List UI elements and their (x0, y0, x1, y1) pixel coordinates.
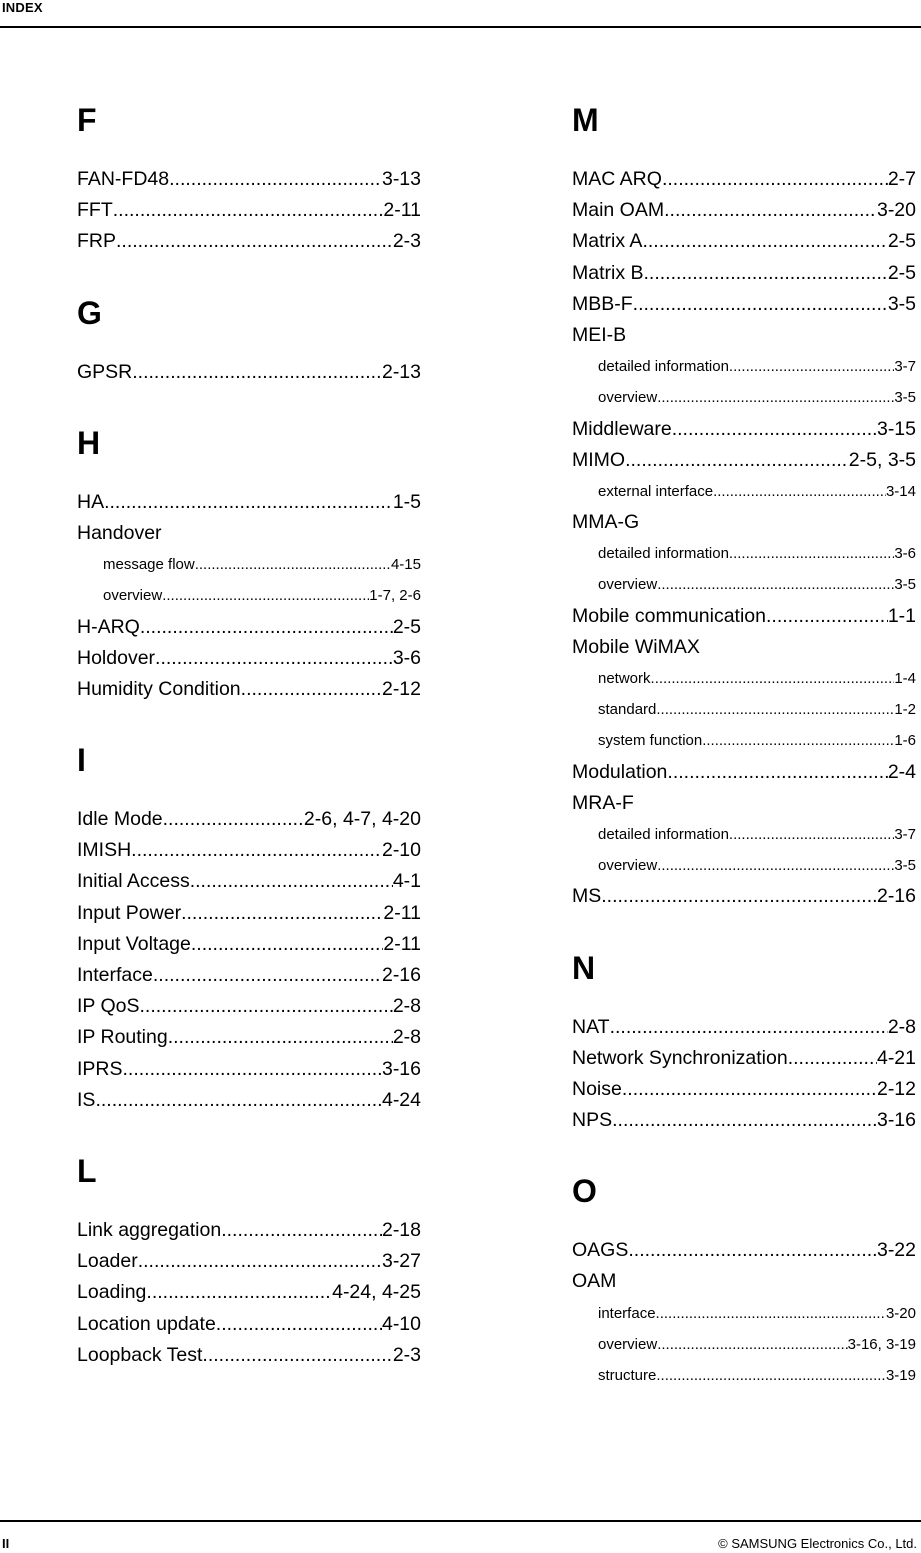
index-term: system function (598, 732, 703, 750)
index-entry (572, 1235, 916, 1266)
section-letter-heading: L (77, 1152, 97, 1189)
index-entry (77, 1215, 421, 1246)
index-page-ref: 2-10 (381, 839, 421, 862)
index-page-ref: 2-16 (381, 964, 421, 986)
index-section (572, 942, 916, 1137)
index-entry (77, 991, 421, 1022)
index-entry (77, 1085, 421, 1116)
index-entry (572, 226, 916, 257)
index-page-ref: 1-6 (894, 732, 916, 750)
index-subentry (572, 1298, 916, 1329)
dot-leader (191, 929, 384, 960)
index-term: HA (77, 490, 105, 513)
index-page-ref: 3-15 (876, 417, 916, 440)
index-subentry (572, 1360, 916, 1391)
index-term: GPSR (77, 360, 133, 383)
index-page-ref: 2-8 (392, 995, 421, 1018)
index-term: Mobile WiMAX (572, 635, 700, 658)
index-page-ref: 2-4 (887, 760, 916, 783)
dot-leader (656, 1298, 886, 1329)
index-subentry (572, 725, 916, 756)
index-term: message flow (103, 556, 195, 574)
index-page-ref: 2-5, 3-5 (848, 448, 916, 471)
index-term: IMISH (77, 839, 132, 862)
page-header (0, 0, 921, 28)
dot-leader (104, 487, 393, 518)
index-term: Main OAM (572, 199, 665, 222)
index-entry (77, 643, 421, 674)
section-letter-heading: O (572, 1173, 597, 1210)
index-page-ref: 3-22 (876, 1239, 916, 1262)
index-page-ref: 2-18 (381, 1218, 421, 1241)
index-entry (77, 195, 421, 226)
dot-leader (241, 674, 382, 705)
index-entry (77, 674, 421, 705)
index-entry (77, 898, 421, 929)
index-page-ref: 4-1 (392, 870, 421, 893)
index-term: NAT (572, 1015, 610, 1038)
index-page-ref: 3-20 (876, 199, 916, 222)
index-page-ref: 2-12 (381, 677, 421, 700)
dot-leader (123, 1054, 382, 1085)
index-term: IP QoS (77, 995, 140, 1018)
index-page-ref: 2-11 (383, 932, 421, 955)
dot-leader (766, 601, 888, 632)
index-term: overview (598, 576, 658, 594)
dot-leader (202, 1340, 392, 1371)
copyright-notice: © SAMSUNG Electronics Co., Ltd. (718, 1536, 917, 1551)
index-term: Location update (77, 1312, 216, 1335)
dot-leader (656, 1360, 886, 1391)
dot-leader (132, 357, 382, 388)
index-section (77, 734, 421, 1116)
dot-leader (662, 164, 888, 195)
index-column-left (77, 94, 421, 1371)
index-page-ref: 2-3 (392, 230, 421, 253)
index-page-ref: 2-5 (392, 615, 421, 638)
index-subentry (77, 580, 421, 611)
index-entry (572, 601, 916, 632)
index-page-ref: 3-5 (887, 292, 916, 315)
dot-leader (702, 725, 894, 756)
page-number: II (2, 1536, 10, 1551)
index-term: Handover (77, 521, 162, 544)
section-letter-heading: I (77, 742, 86, 779)
dot-leader (633, 289, 888, 320)
index-term: Mobile communication (572, 604, 767, 627)
index-entry (77, 612, 421, 643)
index-entry (77, 1246, 421, 1277)
index-page-ref: 3-5 (894, 389, 916, 407)
index-term: Link aggregation (77, 1218, 222, 1241)
index-term: Idle Mode (77, 808, 163, 831)
index-page-ref: 2-12 (876, 1077, 916, 1100)
section-letter-heading: F (77, 102, 97, 138)
index-entry (77, 226, 421, 257)
index-entry (572, 164, 916, 195)
index-term: detailed information (598, 825, 729, 843)
index-page-ref: 3-6 (392, 646, 421, 669)
dot-leader (140, 991, 393, 1022)
index-subentry (572, 819, 916, 850)
dot-leader (131, 835, 382, 866)
index-subentry (572, 351, 916, 382)
index-subentry (572, 1329, 916, 1360)
index-term: Noise (572, 1077, 622, 1100)
index-term: IP Routing (77, 1026, 168, 1049)
index-term: FRP (77, 230, 116, 253)
index-term: FAN-FD48 (77, 168, 170, 190)
index-page-ref: 3-7 (894, 825, 916, 843)
index-page-ref: 2-8 (887, 1015, 916, 1038)
index-term: Loader (77, 1250, 138, 1273)
index-column-right (572, 94, 916, 1391)
index-entry (77, 804, 421, 835)
index-term: MEI-B (572, 323, 627, 346)
dot-leader (113, 195, 384, 226)
index-page-ref: 1-7, 2-6 (369, 587, 421, 605)
dot-leader (146, 1277, 332, 1308)
dot-leader (622, 1074, 877, 1105)
dot-leader (628, 1235, 877, 1266)
dot-leader (221, 1215, 382, 1246)
index-term: MIMO (572, 448, 626, 471)
index-entry (77, 866, 421, 897)
section-letter-heading: N (572, 949, 596, 986)
index-term: Interface (77, 964, 153, 986)
index-entry (572, 195, 916, 226)
index-entry (572, 881, 916, 912)
dot-leader (162, 580, 369, 611)
dot-leader (729, 351, 894, 382)
index-page-ref: 2-8 (392, 1026, 421, 1049)
dot-leader (168, 1022, 393, 1053)
index-entry (572, 1012, 916, 1043)
dot-leader (169, 164, 382, 195)
index-subentry (572, 694, 916, 725)
index-entry (77, 357, 421, 388)
index-term: FFT (77, 199, 113, 222)
index-entry (572, 414, 916, 445)
dot-leader (788, 1043, 877, 1074)
section-letter-heading: G (77, 294, 102, 331)
dot-leader (664, 195, 877, 226)
index-page-ref: 2-6, 4-7, 4-20 (303, 808, 421, 831)
index-entry (572, 1074, 916, 1105)
index-entry (572, 445, 916, 476)
index-term: structure (598, 1367, 657, 1384)
index-page-ref: 1-1 (887, 604, 916, 627)
index-section (77, 417, 421, 705)
dot-leader (657, 1329, 847, 1360)
index-term: NPS (572, 1109, 613, 1132)
index-entry (77, 164, 421, 195)
dot-leader (657, 850, 894, 881)
dot-leader (190, 866, 393, 897)
index-page-ref: 3-5 (894, 857, 916, 875)
dot-leader (713, 476, 886, 507)
index-term: Middleware (572, 417, 672, 440)
index-term: Loading (77, 1281, 147, 1304)
index-entry (77, 929, 421, 960)
index-page-ref: 3-16 (876, 1109, 916, 1132)
index-entry (572, 632, 916, 663)
index-term: external interface (598, 482, 714, 500)
dot-leader (140, 612, 393, 643)
index-entry (77, 1340, 421, 1371)
index-page-ref: 3-7 (894, 358, 916, 376)
index-entry (572, 507, 916, 538)
index-term: Modulation (572, 760, 668, 783)
index-term: Matrix B (572, 261, 644, 284)
index-term: MMA-G (572, 511, 640, 534)
index-term: Network Synchronization (572, 1046, 788, 1069)
index-term: Loopback Test (77, 1343, 203, 1366)
index-section (572, 94, 916, 913)
index-section (77, 287, 421, 388)
index-term: overview (598, 857, 658, 875)
index-page-ref: 4-24 (381, 1088, 421, 1111)
index-subentry (572, 569, 916, 600)
dot-leader (667, 757, 887, 788)
index-page-ref: 3-19 (885, 1367, 916, 1384)
index-page-ref: 3-20 (885, 1304, 916, 1322)
index-page-ref: 2-5 (887, 261, 916, 284)
index-term: overview (598, 389, 658, 407)
dot-leader (651, 663, 895, 694)
index-term: Humidity Condition (77, 677, 241, 700)
index-term: IS (77, 1088, 96, 1111)
index-page-ref: 3-27 (381, 1250, 421, 1273)
index-section (77, 94, 421, 258)
dot-leader (729, 538, 894, 569)
page-footer (0, 1520, 921, 1553)
index-term: Initial Access (77, 870, 190, 893)
index-subentry (572, 382, 916, 413)
index-entry (77, 1277, 421, 1308)
dot-leader (138, 1246, 382, 1277)
index-entry (77, 518, 421, 549)
dot-leader (181, 898, 383, 929)
dot-leader (657, 382, 894, 413)
section-letter-heading: M (572, 102, 599, 138)
index-page-ref: 3-16 (381, 1057, 421, 1080)
dot-leader (163, 804, 304, 835)
index-term: MBB-F (572, 292, 633, 315)
index-entry (572, 258, 916, 289)
index-page-ref: 2-3 (392, 1343, 421, 1366)
dot-leader (216, 1309, 382, 1340)
index-entry (572, 289, 916, 320)
index-term: Matrix A (572, 230, 643, 253)
index-term: Input Voltage (77, 932, 191, 955)
index-subentry (77, 549, 421, 580)
index-term: interface (598, 1304, 656, 1322)
index-term: OAM (572, 1270, 617, 1293)
index-term: overview (598, 1335, 658, 1353)
index-entry (572, 757, 916, 788)
index-page-ref: 3-6 (894, 545, 916, 563)
dot-leader (195, 549, 391, 580)
index-page-ref: 2-5 (887, 230, 916, 253)
index-term: detailed information (598, 545, 729, 563)
index-term: IPRS (77, 1057, 123, 1080)
index-term: Holdover (77, 646, 156, 669)
index-page-ref: 3-14 (885, 482, 916, 500)
index-page-ref: 4-10 (381, 1312, 421, 1335)
index-term: OAGS (572, 1239, 629, 1262)
index-entry (77, 960, 421, 991)
index-page-ref: 3-16, 3-19 (847, 1335, 916, 1353)
index-entry (572, 1043, 916, 1074)
dot-leader (642, 226, 887, 257)
dot-leader (672, 414, 877, 445)
index-term: standard (598, 701, 657, 719)
index-page-ref: 3-13 (381, 168, 421, 190)
dot-leader (644, 258, 888, 289)
index-page-ref: 4-21 (876, 1046, 916, 1069)
dot-leader (657, 569, 894, 600)
index-subentry (572, 538, 916, 569)
index-term: MS (572, 885, 602, 908)
dot-leader (153, 960, 382, 991)
index-entry (572, 1105, 916, 1136)
index-entry (77, 1054, 421, 1085)
index-entry (77, 487, 421, 518)
index-entry (572, 320, 916, 351)
index-entry (572, 1266, 916, 1297)
index-page-ref: 2-16 (876, 885, 916, 908)
index-term: Input Power (77, 901, 182, 924)
index-entry (572, 788, 916, 819)
index-page-ref: 4-15 (390, 556, 421, 574)
index-page-ref: 2-7 (887, 168, 916, 190)
index-section (572, 1165, 916, 1391)
dot-leader (612, 1105, 877, 1136)
index-entry (77, 835, 421, 866)
index-section (77, 1145, 421, 1371)
index-page-ref: 2-13 (381, 360, 421, 383)
dot-leader (95, 1085, 382, 1116)
index-page-ref: 1-4 (894, 670, 916, 687)
index-entry (77, 1309, 421, 1340)
index-term: detailed information (598, 358, 729, 376)
index-term: network (598, 670, 651, 687)
index-term: H-ARQ (77, 615, 140, 638)
index-subentry (572, 663, 916, 694)
dot-leader (656, 694, 894, 725)
index-page-ref: 3-5 (894, 576, 916, 594)
index-subentry (572, 476, 916, 507)
index-term: overview (103, 587, 163, 605)
dot-leader (116, 226, 393, 257)
index-entry (77, 1022, 421, 1053)
dot-leader (155, 643, 393, 674)
index-term: MAC ARQ (572, 168, 662, 190)
header-title: INDEX (2, 0, 43, 15)
index-subentry (572, 850, 916, 881)
dot-leader (625, 445, 849, 476)
index-page-ref: 1-5 (392, 490, 421, 513)
dot-leader (601, 881, 877, 912)
index-page-ref: 2-11 (383, 901, 421, 924)
index-page-ref: 4-24, 4-25 (332, 1281, 421, 1304)
dot-leader (610, 1012, 888, 1043)
index-page-ref: 2-11 (383, 199, 421, 222)
dot-leader (729, 819, 894, 850)
index-page-ref: 1-2 (894, 701, 916, 719)
section-letter-heading: H (77, 424, 101, 461)
index-term: MRA-F (572, 791, 634, 814)
